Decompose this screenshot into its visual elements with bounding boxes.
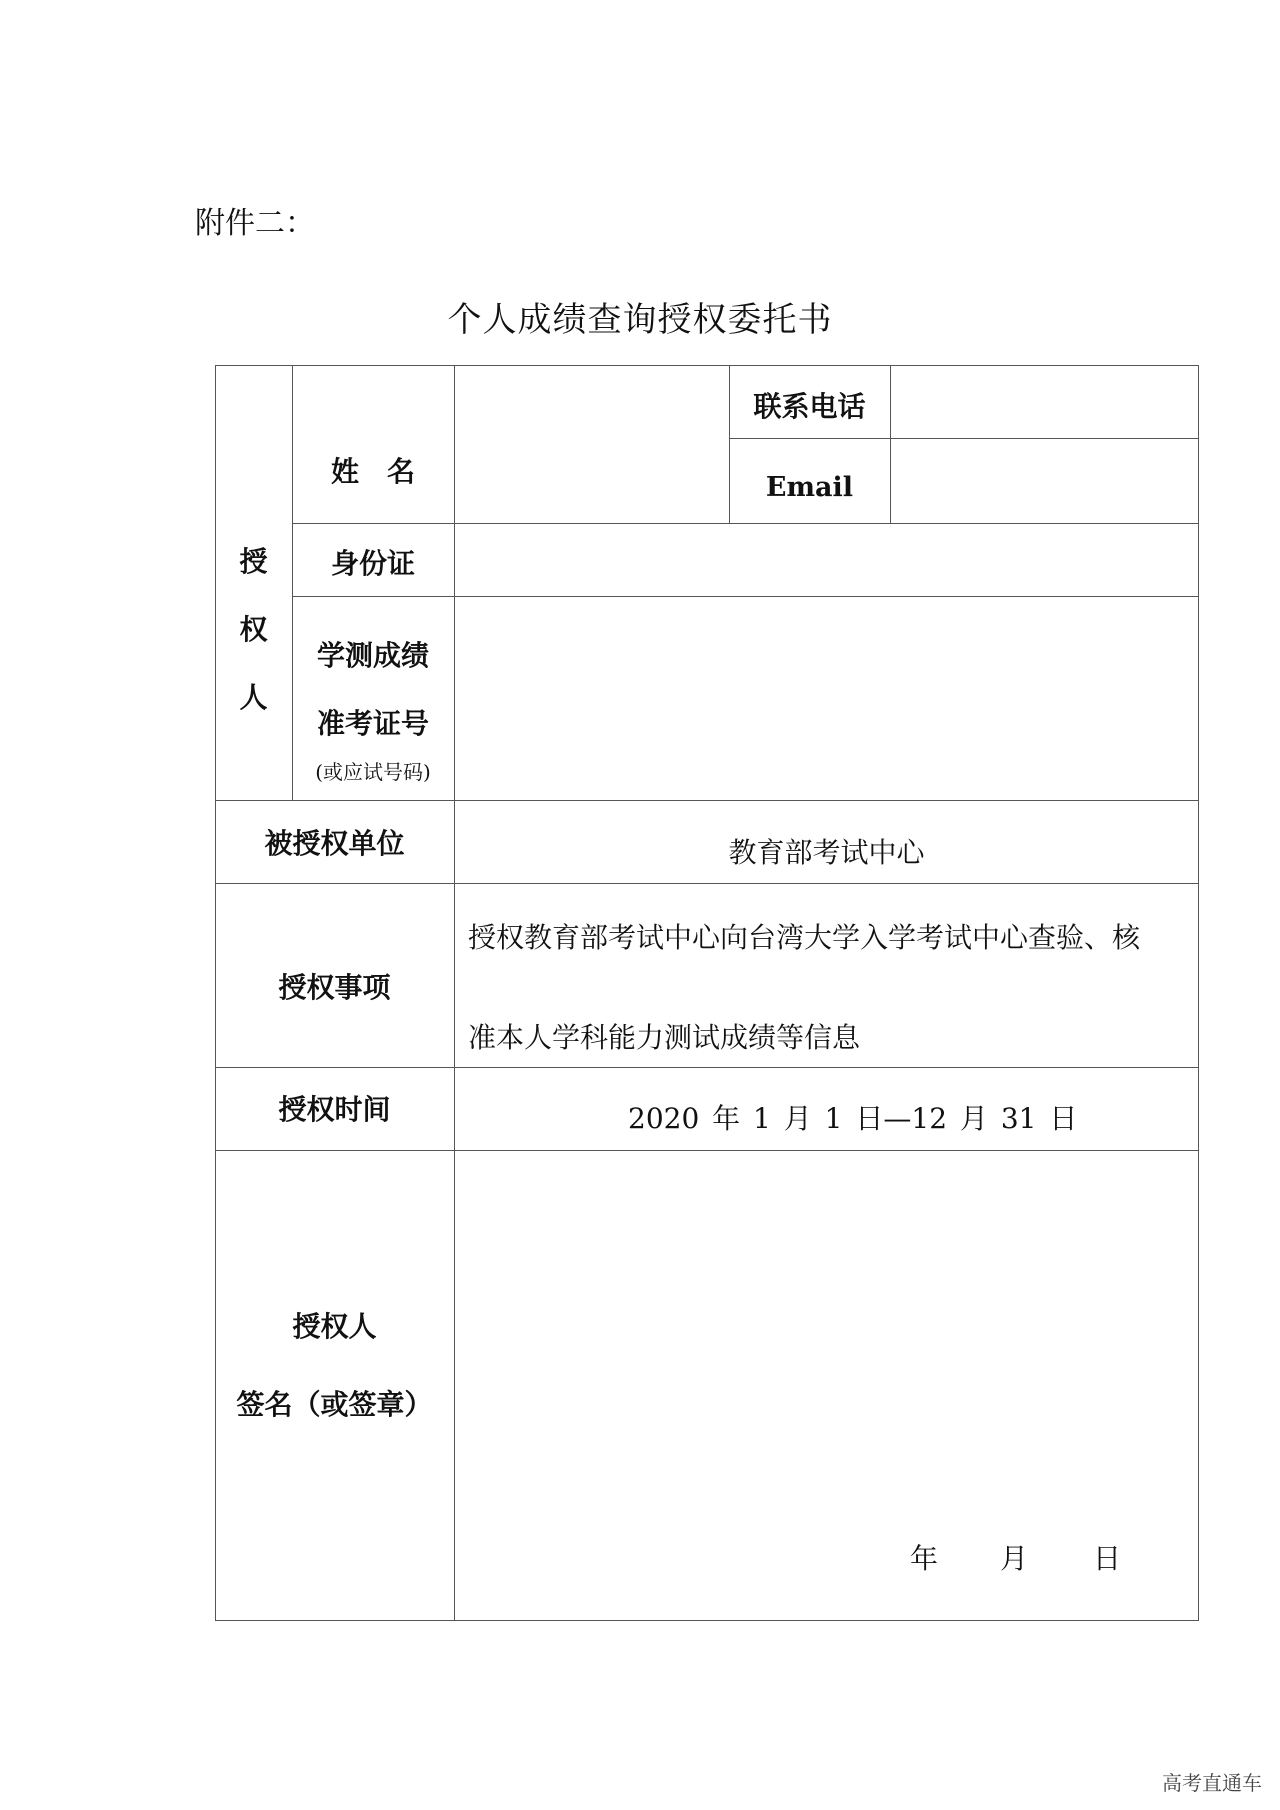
date-day-label: 日 <box>1093 1542 1122 1575</box>
document-title: 个人成绩查询授权委托书 <box>447 300 833 340</box>
period-value: 2020 年 1 月 1 日—12 月 31 日 <box>628 1102 1078 1135</box>
name-label: 姓 名 <box>330 455 415 488</box>
table-line-authorizer-unit <box>215 800 1199 801</box>
matter-line1: 授权教育部考试中心向台湾大学入学考试中心查验、核 <box>468 921 1141 954</box>
matter-line2: 准本人学科能力测试成绩等信息 <box>468 1021 861 1054</box>
name-field[interactable] <box>455 366 728 522</box>
ticket-field[interactable] <box>455 597 1197 799</box>
signature-field[interactable] <box>455 1151 1197 1619</box>
authorized-unit-label: 被授权单位 <box>264 827 405 860</box>
watermark: 高考直通车 <box>1162 1771 1262 1795</box>
authorizer-label-char-3: 人 <box>239 681 268 714</box>
matter-label: 授权事项 <box>278 971 391 1004</box>
ticket-label-line2: 准考证号 <box>316 707 429 740</box>
table-line-unit-matter <box>215 883 1199 884</box>
phone-label: 联系电话 <box>753 390 866 423</box>
signature-label-line1: 授权人 <box>292 1310 377 1343</box>
email-label: Email <box>765 472 854 503</box>
ticket-label-line1: 学测成绩 <box>316 639 429 672</box>
authorized-unit-value: 教育部考试中心 <box>728 836 925 869</box>
id-field[interactable] <box>455 524 1197 595</box>
phone-field[interactable] <box>891 366 1197 437</box>
table-border-right <box>1198 365 1199 1620</box>
attachment-label: 附件二： <box>195 206 315 241</box>
signature-label-line2: 签名（或签章） <box>236 1388 433 1421</box>
ticket-label-note: (或应试号码) <box>315 760 431 784</box>
id-label: 身份证 <box>330 547 415 580</box>
table-line-matter-period <box>215 1067 1199 1068</box>
date-month-label: 月 <box>1000 1542 1029 1575</box>
authorizer-label-char-2: 权 <box>239 613 268 646</box>
period-label: 授权时间 <box>278 1093 391 1126</box>
table-border-bottom <box>215 1620 1199 1621</box>
authorizer-label-char-1: 授 <box>239 545 268 578</box>
date-year-label: 年 <box>910 1542 939 1575</box>
email-field[interactable] <box>891 439 1197 522</box>
